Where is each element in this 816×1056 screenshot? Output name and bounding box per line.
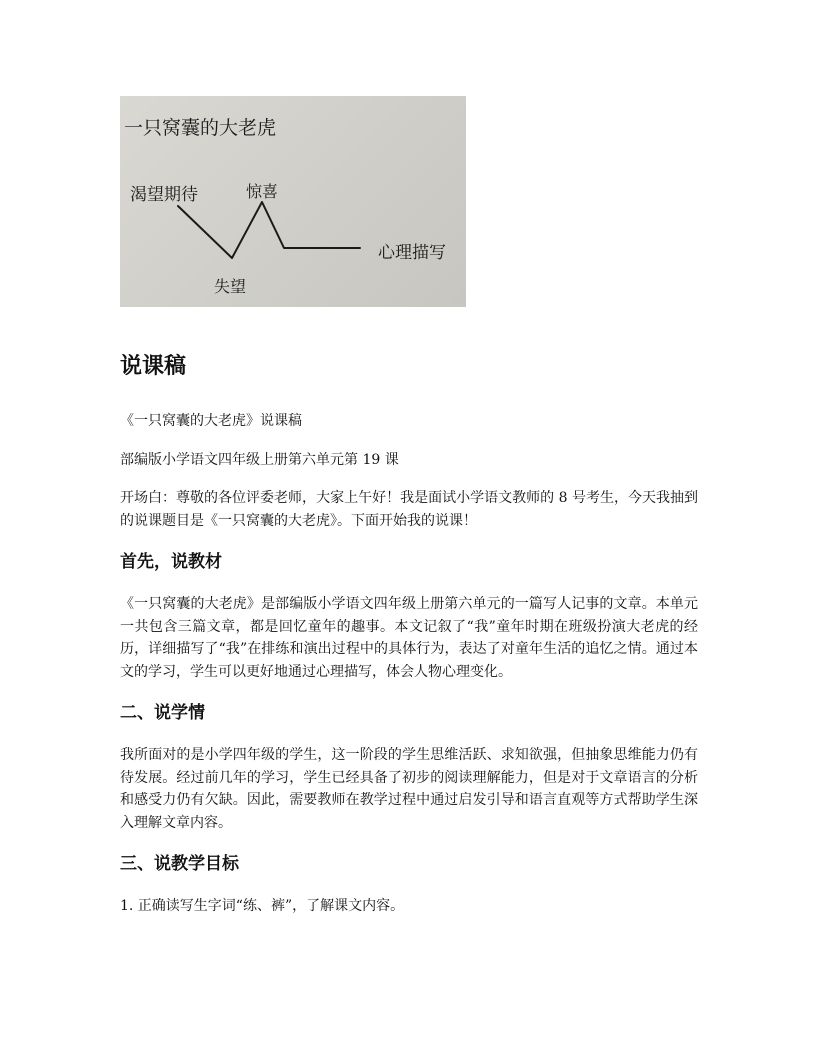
page-title: 说课稿 <box>120 354 187 379</box>
lesson-title: 《一只窝囊的大老虎》说课稿 <box>120 413 302 429</box>
label-peak: 惊喜 <box>246 182 279 201</box>
section-body-objectives: 1. 正确读写生字词“练、裤”，了解课文内容。 <box>120 898 405 914</box>
section-title-students: 二、说学情 <box>120 703 205 723</box>
lesson-source: 部编版小学语文四年级上册第六单元第 19 课 <box>120 451 399 468</box>
photo-title: 一只窝囊的大老虎 <box>124 117 277 139</box>
section-body-students: 我所面对的是小学四年级的学生，这一阶段的学生思维活跃、求知欲强，但抽象思维能力仍有待发展。经过前几年的学习，学生已经具备了初步的阅读理解能力，但是对于文章语言的分析和感受力仍有欠缺。因此，需要教师在教学过程中通过启发引导和语言直观等方式帮助学生深入理解文章内容。 <box>120 747 698 831</box>
emotion-curve-line <box>178 202 360 258</box>
section-body-textbook: 《一只窝囊的大老虎》是部编版小学语文四年级上册第六单元的一篇写人记事的文章。本单元一共包含三篇文章，都是回忆童年的趣事。本文记叙了“我”童年时期在班级扮演大老虎的经历，详细描写了“我”在排练和演出过程中的具体行为，表达了对童年生活的追忆之情。通过本文的学习，学生可以更好地通过心理描写，体会人物心理变化。 <box>120 596 698 680</box>
document-body <box>120 350 698 929</box>
handwritten-diagram-photo <box>120 96 466 307</box>
section-title-objectives: 三、说教学目标 <box>120 854 239 874</box>
section-title-textbook: 首先，说教材 <box>120 552 222 572</box>
opening-paragraph: 开场白：尊敬的各位评委老师，大家上午好！我是面试小学语文教师的 8 号考生，今天我抽到的说课题目是《一只窝囊的大老虎》。下面开始我的说课！ <box>120 490 698 529</box>
label-low: 失望 <box>214 277 247 296</box>
label-end: 心理描写 <box>378 243 446 263</box>
label-start: 渴望期待 <box>130 185 198 205</box>
emotion-curve-sketch <box>120 96 466 307</box>
